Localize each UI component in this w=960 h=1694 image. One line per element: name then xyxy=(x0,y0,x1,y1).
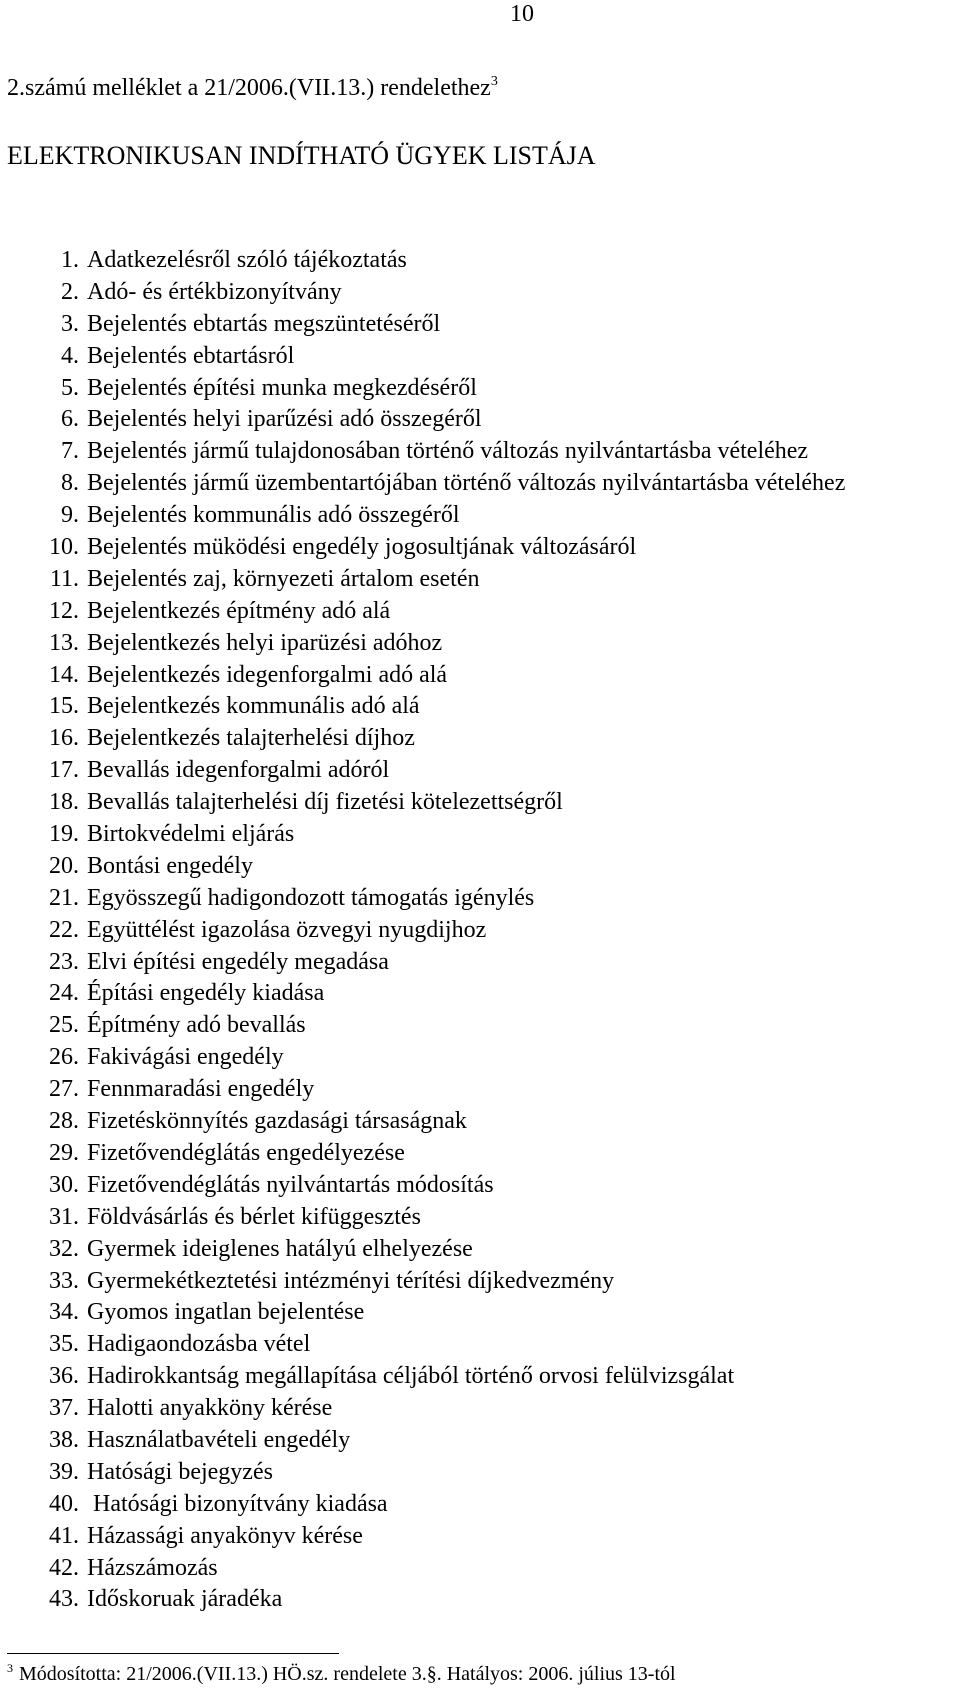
list-item xyxy=(7,405,845,437)
list-item xyxy=(7,565,845,597)
annex-heading xyxy=(7,74,498,102)
list-item-number: 14. xyxy=(49,661,79,688)
list-item xyxy=(7,1171,845,1203)
list-item xyxy=(7,1235,845,1267)
list-item-text: Időskoruak járadéka xyxy=(87,1586,283,1613)
list-item-number: 37. xyxy=(49,1395,79,1422)
list-item xyxy=(7,1585,845,1617)
list-item xyxy=(7,948,845,980)
list-item-text: Használatbavételi engedély xyxy=(87,1426,351,1453)
list-item-number: 25. xyxy=(49,1012,79,1039)
list-item xyxy=(7,1011,845,1043)
list-item-text: Bejelentés jármű üzembentartójában történő változás nyilvántartásba vételéhez xyxy=(87,470,846,497)
list-item xyxy=(7,1522,845,1554)
list-item-text: Bejelentkezés kommunális adó alá xyxy=(87,693,420,720)
footnote-divider xyxy=(7,1653,339,1654)
list-item-text: Bevallás idegenforgalmi adóról xyxy=(87,757,390,784)
list-item-number: 16. xyxy=(49,725,79,752)
list-item-text: Fizetővendéglátás engedélyezése xyxy=(87,1139,405,1166)
list-item xyxy=(7,533,845,565)
list-item-number: 43. xyxy=(49,1586,79,1613)
list-item-text: Földvásárlás és bérlet kifüggesztés xyxy=(87,1203,421,1230)
footnote-marker: 3 xyxy=(7,1661,13,1675)
list-item-text: Házszámozás xyxy=(87,1554,218,1581)
list-item-number: 29. xyxy=(49,1139,79,1166)
list-item xyxy=(7,1458,845,1490)
list-item xyxy=(7,629,845,661)
list-item-text: Hadigaondozásba vétel xyxy=(87,1331,311,1358)
list-item xyxy=(7,501,845,533)
list-item-number: 40. xyxy=(49,1490,79,1517)
list-item xyxy=(7,1394,845,1426)
list-item xyxy=(7,884,845,916)
list-item-text: Bejelentkezés talajterhelési díjhoz xyxy=(87,725,415,752)
list-item xyxy=(7,724,845,756)
list-item xyxy=(7,1298,845,1330)
list-item-number: 28. xyxy=(49,1108,79,1135)
list-item-number: 41. xyxy=(49,1522,79,1549)
list-item-number: 12. xyxy=(49,597,79,624)
list-item-number: 2. xyxy=(61,278,79,305)
list-item xyxy=(7,661,845,693)
list-item-number: 33. xyxy=(49,1267,79,1294)
list-item xyxy=(7,1203,845,1235)
list-item xyxy=(7,916,845,948)
list-item-number: 11. xyxy=(49,565,79,592)
list-item-text: Házassági anyakönyv kérése xyxy=(87,1522,363,1549)
list-item-text: Bevallás talajterhelési díj fizetési kötelezettségről xyxy=(87,789,563,816)
list-item-text: Birtokvédelmi eljárás xyxy=(87,821,295,848)
list-item xyxy=(7,788,845,820)
list-item-number: 42. xyxy=(49,1554,79,1581)
list-item-text: Építmény adó bevallás xyxy=(87,1012,306,1039)
list-item-number: 38. xyxy=(49,1426,79,1453)
list-item xyxy=(7,1107,845,1139)
list-item-number: 13. xyxy=(49,629,79,656)
list-item-text: Gyermek ideiglenes hatályú elhelyezése xyxy=(87,1235,473,1262)
list-item xyxy=(7,692,845,724)
list-item-text: Bejelentés müködési engedély jogosultjának változásáról xyxy=(87,534,637,561)
list-item xyxy=(7,1362,845,1394)
footnote-text: Módosította: 21/2006.(VII.13.) HÖ.sz. rendelete 3.§. Hatályos: 2006. július 13-tól xyxy=(19,1663,676,1685)
list-item xyxy=(7,437,845,469)
list-item-text: Gyomos ingatlan bejelentése xyxy=(87,1299,365,1326)
list-item-text: Bejelentkezés idegenforgalmi adó alá xyxy=(87,661,448,688)
list-item-text: Együttélést igazolása özvegyi nyugdijhoz xyxy=(87,916,487,943)
list-item-number: 23. xyxy=(49,948,79,975)
list-item xyxy=(7,1554,845,1586)
list-item-text: Fakivágási engedély xyxy=(87,1044,284,1071)
list-item-text: Gyermekétkeztetési intézményi térítési díjkedvezmény xyxy=(87,1267,615,1294)
list-item-number: 31. xyxy=(49,1203,79,1230)
list-item-text: Halotti anyakköny kérése xyxy=(87,1395,333,1422)
list-item-text: Elvi építési engedély megadása xyxy=(87,948,389,975)
list-item-number: 3. xyxy=(61,310,79,337)
list-item-text: Fizetéskönnyítés gazdasági társaságnak xyxy=(87,1108,467,1135)
list-item xyxy=(7,597,845,629)
list-item-number: 35. xyxy=(49,1331,79,1358)
list-item-text: Bontási engedély xyxy=(87,852,253,879)
list-item-text: Bejelentés ebtartás megszüntetéséről xyxy=(87,310,441,337)
list-item-text: Építási engedély kiadása xyxy=(87,980,325,1007)
list-item xyxy=(7,278,845,310)
list-item-text: Hadirokkantság megállapítása céljából történő orvosi felülvizsgálat xyxy=(87,1363,735,1390)
list-item xyxy=(7,1075,845,1107)
list-item-text: Bejelentkezés építmény adó alá xyxy=(87,597,391,624)
list-item-text: Fennmaradási engedély xyxy=(87,1076,315,1103)
list-item-text: Bejelentés zaj, környezeti ártalom esetén xyxy=(87,565,480,592)
list-item xyxy=(7,374,845,406)
list-item-number: 26. xyxy=(49,1044,79,1071)
list-item xyxy=(7,1139,845,1171)
footnote-reference: 3 xyxy=(490,74,498,89)
list-item-number: 19. xyxy=(49,821,79,848)
list-item-number: 6. xyxy=(61,406,79,433)
list-item-number: 8. xyxy=(61,470,79,497)
list-item-number: 34. xyxy=(49,1299,79,1326)
list-item-text: Adó- és értékbizonyítvány xyxy=(87,278,342,305)
list-item-text: Adatkezelésről szóló tájékoztatás xyxy=(87,247,407,273)
list-item-number: 30. xyxy=(49,1171,79,1198)
list-item xyxy=(7,979,845,1011)
list-item xyxy=(7,310,845,342)
list-item-text: Bejelentés építési munka megkezdéséről xyxy=(87,374,477,401)
list-item-text: Bejelentés helyi iparűzési adó összegéről xyxy=(87,406,482,433)
list-item-number: 20. xyxy=(49,852,79,879)
list-item-number: 18. xyxy=(49,789,79,816)
list-item-number: 36. xyxy=(49,1363,79,1390)
list-item-text: Bejelentés ebtartásról xyxy=(87,342,295,369)
list-item xyxy=(7,1490,845,1522)
list-item xyxy=(7,246,845,278)
list-item-number: 1. xyxy=(61,247,79,273)
list-item-number: 22. xyxy=(49,916,79,943)
list-item-text: Bejelentés kommunális adó összegéről xyxy=(87,502,460,529)
list-item xyxy=(7,820,845,852)
list-item-text: Egyösszegű hadigondozott támogatás igénylés xyxy=(87,884,535,911)
list-item-text: Hatósági bizonyítvány kiadása xyxy=(87,1490,388,1517)
list-item-text: Fizetővendéglátás nyilvántartás módosítás xyxy=(87,1171,494,1198)
list-item-text: Bejelentkezés helyi iparüzési adóhoz xyxy=(87,629,443,656)
list-item-number: 17. xyxy=(49,757,79,784)
list-item-number: 5. xyxy=(61,374,79,401)
list-item xyxy=(7,852,845,884)
annex-heading-text: 2.számú melléklet a 21/2006.(VII.13.) rendelethez xyxy=(7,75,491,101)
list-item-text: Bejelentés jármű tulajdonosában történő változás nyilvántartásba vételéhez xyxy=(87,438,809,465)
list-item-number: 15. xyxy=(49,693,79,720)
list-item xyxy=(7,1426,845,1458)
list-item-number: 9. xyxy=(61,502,79,529)
document-title: ELEKTRONIKUSAN INDÍTHATÓ ÜGYEK LISTÁJA xyxy=(7,141,596,170)
list-item-number: 21. xyxy=(49,884,79,911)
case-list xyxy=(7,246,845,1617)
list-item-number: 24. xyxy=(49,980,79,1007)
list-item-number: 32. xyxy=(49,1235,79,1262)
page-number: 10 xyxy=(510,1,534,27)
list-item-number: 39. xyxy=(49,1458,79,1485)
list-item-number: 4. xyxy=(61,342,79,369)
list-item-number: 27. xyxy=(49,1076,79,1103)
list-item xyxy=(7,469,845,501)
list-item-number: 10. xyxy=(49,534,79,561)
list-item xyxy=(7,756,845,788)
list-item xyxy=(7,1267,845,1299)
list-item-number: 7. xyxy=(61,438,79,465)
list-item xyxy=(7,1043,845,1075)
footnote xyxy=(7,1662,676,1686)
list-item-text: Hatósági bejegyzés xyxy=(87,1458,273,1485)
list-item xyxy=(7,1330,845,1362)
list-item xyxy=(7,342,845,374)
